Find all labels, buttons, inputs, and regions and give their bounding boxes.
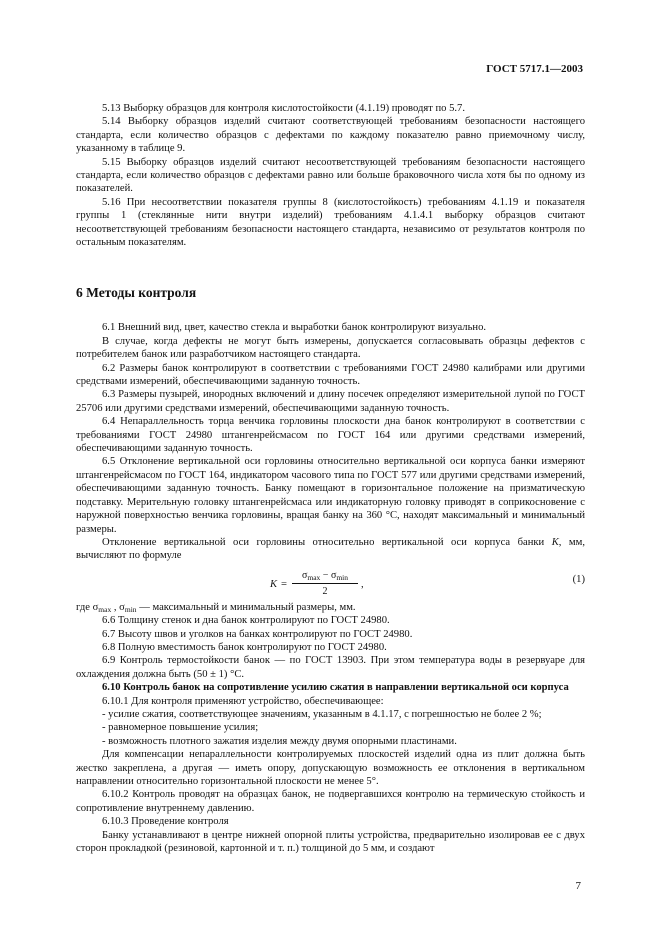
formula-numerator: $\sigma_{max} - \sigma_{min}$ bbox=[292, 569, 358, 584]
formula-lhs: K bbox=[270, 578, 278, 590]
paragraph-6-1: 6.1 Внешний вид, цвет, качество стекла и выработки банок контролируют визуально. bbox=[102, 322, 487, 334]
paragraph-6-3: 6.3 Размеры пузырей, инородных включений и длину посечек определяют измерительной лупой по ГОСТ 25706 или другими средствами измерений, обеспечивающими заданную точность. bbox=[76, 389, 585, 414]
paragraph-6-5-b bbox=[76, 536, 585, 563]
paragraph-5-13: 5.13 Выборку образцов для контроля кислотостойкости (4.1.19) проводят по 5.7. bbox=[102, 103, 465, 114]
paragraph-6-6: 6.6 Толщину стенок и дна банок контролируют по ГОСТ 24980. bbox=[102, 615, 390, 627]
formula-number: (1) bbox=[572, 573, 585, 585]
section-5-continuation bbox=[76, 102, 585, 249]
paragraph-5-14: 5.14 Выборку образцов изделий считают соответствующей требованиям безопасности настоящего стандарта, если количество образцов с дефектами по каждому показателю равно приемочному числу, указанному в таблице 9. bbox=[76, 116, 585, 155]
paragraph-6-8: 6.8 Полную вместимость банок контролируют по ГОСТ 24980. bbox=[102, 641, 387, 653]
paragraph-6-7: 6.7 Высоту швов и уголков на банках контролируют по ГОСТ 24980. bbox=[102, 628, 413, 640]
formula-1 bbox=[76, 569, 585, 599]
paragraph-6-5: 6.5 Отклонение вертикальной оси горловины относительно вертикальной оси корпуса банки измеряют штангенрейсмасом по ГОСТ 164, индикатором часового типа по ГОСТ 577 или другими средствами измерений, обеспечивающими заданную точность. Банку помещают в горизонтальное положение на призматическую подставку. Мерительную головку штангенрейсмаса или индикаторную головку приводят в соприкосновение с наружной поверхностью венчика горловины, вращая банку на 360 °С, находят максимальный и минимальный размеры. bbox=[76, 456, 585, 535]
formula-explanation: где $\sigma_{max}$ , $\sigma_{min}$ — максимальный и минимальный размеры, мм. bbox=[76, 601, 356, 614]
text-fragment: Отклонение вертикальной оси горловины относительно вертикальной оси корпуса банки bbox=[102, 536, 552, 548]
paragraph-6-10-3: 6.10.3 Проведение контроля bbox=[102, 816, 229, 828]
paragraph-6-10-1-b: Для компенсации непараллельности контролируемых плоскостей изделий одна из плит должна быть жестко закреплена, а другая — иметь опору, допускающую возможность ее отклонения в вертикальном направлении относительно горизонтальной плоскости не менее 5°. bbox=[76, 749, 585, 787]
list-item: - равномерное повышение усилия; bbox=[102, 722, 259, 734]
formula-fraction bbox=[292, 569, 358, 599]
variable-k: K bbox=[551, 536, 559, 548]
paragraph-5-15: 5.15 Выборку образцов изделий считают несоответствующей требованиям безопасности настоящего стандарта, если количество образцов с дефектами равно или больше браковочного числа хотя бы по одному из показателей. bbox=[76, 156, 585, 195]
paragraph-6-10-3-b: Банку устанавливают в центре нижней опорной плиты устройства, предварительно изолировав ее с двух сторон прокладкой (резиновой, картонной и т. п.) толщиной до 5 мм, и создают bbox=[76, 829, 585, 855]
list-item: - усилие сжатия, соответствующее значениям, указанным в 4.1.17, с погрешностью не более 2 %; bbox=[102, 708, 542, 720]
paragraph-6-2: 6.2 Размеры банок контролируют в соответствии с требованиями ГОСТ 24980 калибрами или другими средствами измерений, обеспечивающими заданную точность. bbox=[76, 362, 585, 388]
section-6 bbox=[76, 262, 585, 855]
paragraph-6-4: 6.4 Непараллельность торца венчика горловины плоскости дна банок контролируют в соответствии с требованиями ГОСТ 24980 штангенрейсмасом по ГОСТ 164 или другими средствами измерений, обеспечивающими заданную точность. bbox=[76, 416, 585, 455]
formula-equals: = bbox=[281, 578, 287, 590]
formula-denominator: 2 bbox=[322, 586, 328, 598]
paragraph-6-9: 6.9 Контроль термостойкости банок — по ГОСТ 13903. При этом температура воды в резервуаре для охлаждения должна быть (50 ± 1) °С. bbox=[76, 655, 585, 680]
list-item: - возможность плотного зажатия изделия между двумя опорными пластинами. bbox=[102, 735, 457, 747]
formula-comma: , bbox=[361, 578, 364, 590]
paragraph-6-10-2: 6.10.2 Контроль проводят на образцах банок, не подвергавшихся контролю на термическую стойкость и сопротивление внутреннему давлению. bbox=[76, 789, 585, 814]
paragraph-5-16: 5.16 При несоответствии показателя группы 8 (кислотостойкость) требованиям 4.1.19 и показателя группы 1 (стеклянные нити внутри изделий) требованиям 4.1.4.1 выборку образцов считают несоответствующей требованиям безопасности настоящего стандарта, независимо от результатов контроля по остальным показателям. bbox=[76, 196, 585, 249]
document-header: ГОСТ 5717.1—2003 bbox=[486, 63, 583, 75]
paragraph-6-1-b: В случае, когда дефекты не могут быть измерены, допускается согласовывать образцы дефектов с потребителем банок или разработчиком настоящего стандарта. bbox=[76, 335, 585, 361]
paragraph-6-10-1: 6.10.1 Для контроля применяют устройство, обеспечивающее: bbox=[102, 695, 384, 707]
section-title: 6 Методы контроля bbox=[76, 285, 197, 300]
paragraph-6-10-heading: 6.10 Контроль банок на сопротивление усилию сжатия в направлении вертикальной оси корпуса bbox=[102, 682, 569, 694]
page-number: 7 bbox=[575, 880, 581, 892]
text-fragment: , мм, вычисляют по формуле bbox=[76, 536, 585, 562]
